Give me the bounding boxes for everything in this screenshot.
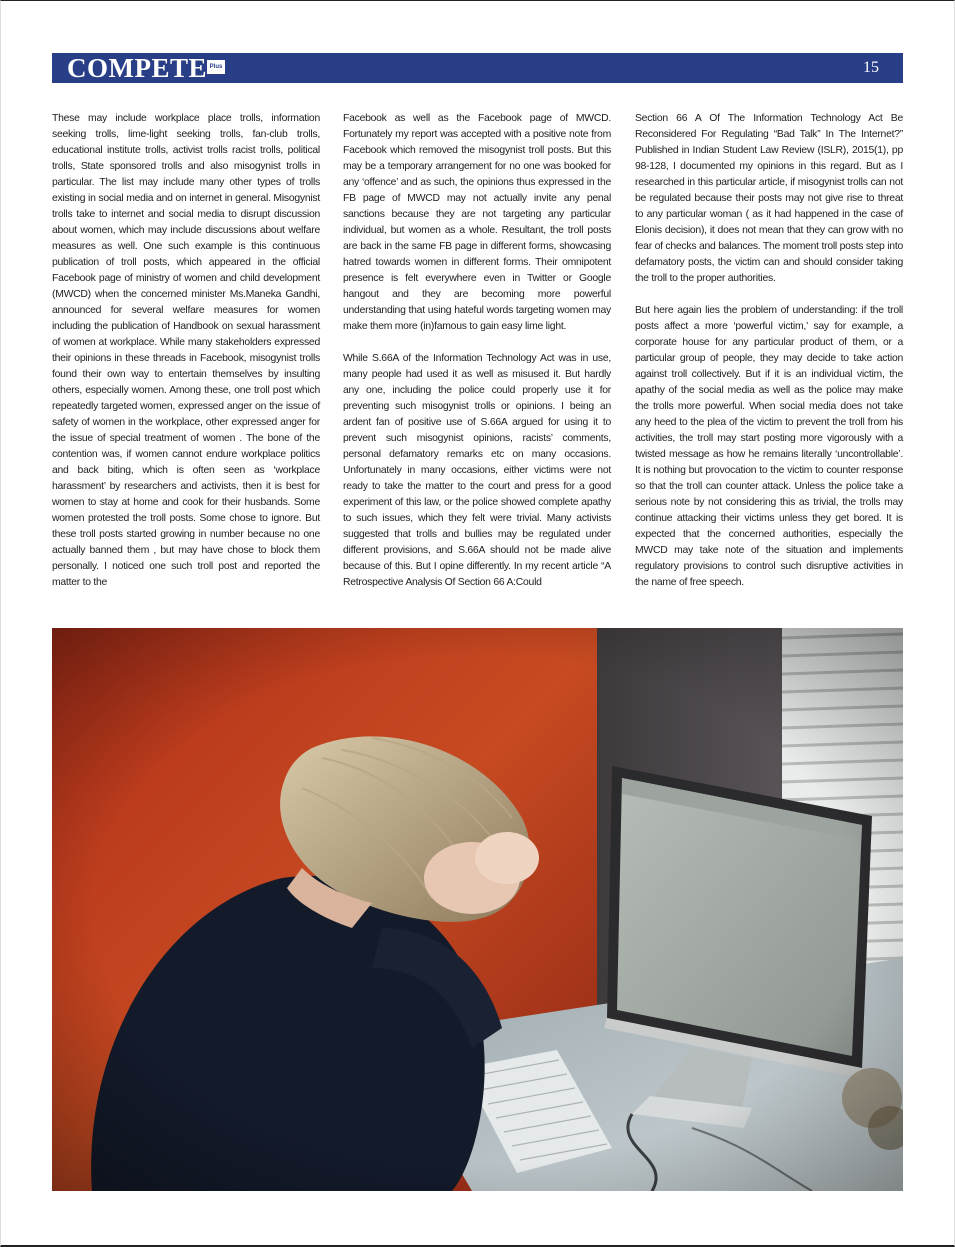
column-2-paragraph-2: While S.66A of the Information Technology Act was in use, many people had used it as well as misused it. But hardly any one, including the police could properly use it for preventing such misogynist trolls or opinions. I being an ardent fan of positive use of S.66A argued for using it to prevent such misogynist opinions, racists’ comments, personal defamatory remarks etc on many occasions. Unfortunately in many occasions, either victims were not ready to take the matter to the court and press for a good experiment of this law, or the police showed complete apathy to such issues, which they felt were trivial. Many activists suggested that trolls and bullies may be regulated under different provisions, and S.66A should not be made alive because of this. But I opine differently. In my recent article “A Retrospective Analysis Of Section 66 A:Could <box>343 353 611 588</box>
column-3-paragraph-2: But here again lies the problem of understanding: if the troll posts affect a more ‘powerful victim,’ say for example, a corporate house for any particular product of them, or a particular group of people, they may decide to take action against troll collectively. But if it is an individual victim, the apathy of the social media as well as the police may make the trolls more powerful. When social media does not take any heed to the plea of the victim to prevent the troll from his activities, the troll may start posting more vigorously with a twisted message as how he remains literally ‘uncontrollable’. It is nothing but provocation to the victim to counter response so that the troll can counter attack. Unless the police take a serious note by not considering this as trivial, the trolls may continue attacking their victims unless they get bored. It is expected that the concerned authorities, especially the MWCD may take note of the situation and implements regulatory provisions to control such disruptive activities in the name of free speech. <box>635 305 903 588</box>
article-column-1 <box>52 111 320 591</box>
header-bar <box>52 53 903 83</box>
article-column-3 <box>635 111 903 591</box>
column-2-paragraph-1: Facebook as well as the Facebook page of MWCD. Fortunately my report was accepted with a positive note from Facebook which removed the misogynist troll posts. But this may be a temporary arrangement for no one was booked for any ‘offence’ and as such, the opinions thus expressed in the FB page of MWCD may not actually invite any penal sanctions because they are not targeting any particular individual, but women as a whole. Resultant, the troll posts are back in the same FB page in different forms, showcasing hatred towards women in different forms. Their omnipotent presence is felt everywhere even in Twitter or Google hangout and they are becoming more powerful understanding that using hateful words targeting women may make them more (in)famous to gain easy lime light. <box>343 113 611 332</box>
page-number: 15 <box>863 59 879 76</box>
column-3-paragraph-1: Section 66 A Of The Information Technology Act Be Reconsidered For Regulating “Bad Talk” In The Internet?” Published in Indian Student Law Review (ISLR), 2015(1), pp 98-128, I documented my opinions in this regard. But as I researched in this particular article, if misogynist trolls can not be regulated because their posts may not give rise to threat to any particular woman ( as it had happened in the case of Elonis decision), it does not mean that they can grow with no fear of checks and balances. The moment troll posts step into defamatory posts, the victim can and should consider taking the troll to the proper authorities. <box>635 113 903 284</box>
article-photo-woman-at-computer <box>52 628 903 1191</box>
column-1-paragraph-1: These may include workplace place trolls, information seeking trolls, lime-light seeking trolls, fan-club trolls, educational institute trolls, activist trolls racist trolls, political trolls, State sponsored trolls and also misogynist trolls in particular. The list may include many other types of trolls existing in social media and on internet in general. Misogynist trolls take to internet and social media to disrupt discussion about women, which may include discussions about welfare measures as well. One such example is this continuous publication of troll posts, which appeared in the official Facebook page of ministry of women and child development (MWCD) when the concerned minister Ms.Maneka Gandhi, announced for several welfare measures for women including the publication of Handbook on sexual harassment of women at workplace. While many stakeholders expressed their opinions in these threads in Facebook, misogynist trolls found their own way to entertain themselves by insulting others, especially women. Among these, one troll post which repeatedly targeted women, expressed anger on the issue of safety of women in the workplace, other expressed anger for the issue of special treatment of women . The bone of the contention was, if women cannot endure workplace politics and back biting, which is often seen as ‘workplace harassment’ by researchers and activists, then it is best for women to stay at home and cook for their husbands. Some women protested the troll posts. Some chose to ignore. But these troll posts started growing in number because no one actually banned them , but may have chose to block them personally. I noticed one such troll post and reported the matter to the <box>52 113 320 588</box>
article-column-2 <box>343 111 611 591</box>
masthead-logo: COMPETE <box>67 53 208 83</box>
masthead-badge: Plus <box>207 60 225 74</box>
